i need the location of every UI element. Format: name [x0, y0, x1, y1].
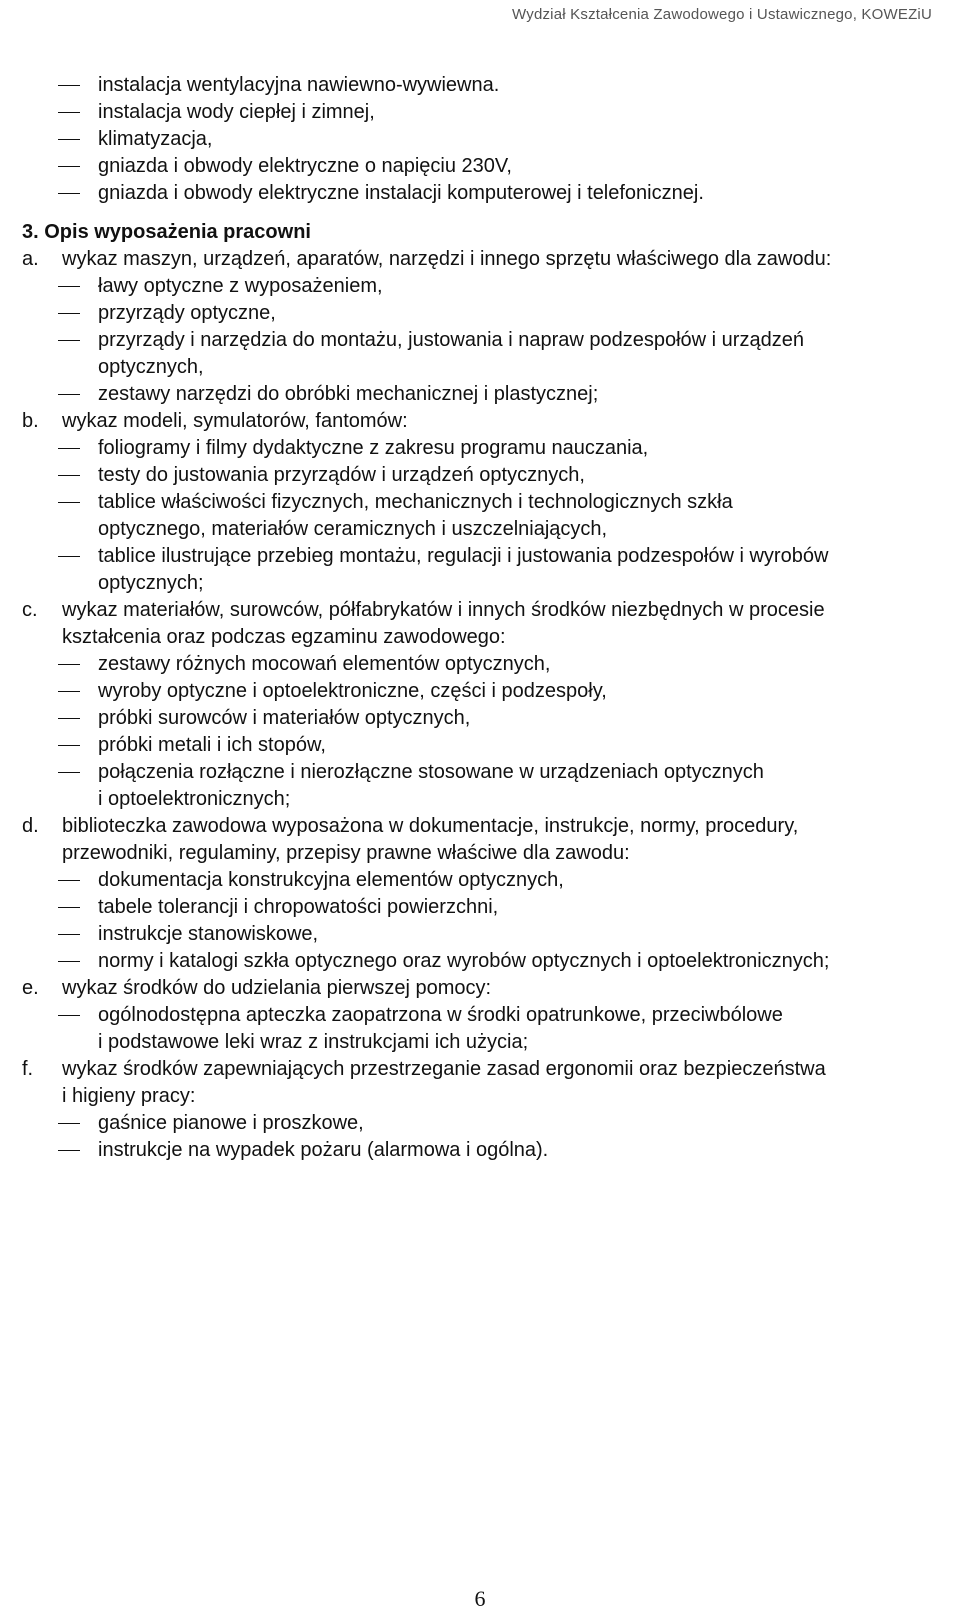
section-item: [0, 813, 960, 867]
list-item: [0, 1110, 960, 1137]
list-item-text: tablice właściwości fizycznych, mechanicznych i technologicznych szkła: [98, 491, 733, 513]
list-item-text: instrukcje na wypadek pożaru (alarmowa i ogólna).: [98, 1139, 549, 1161]
list-item-text-continued: i podstawowe leki wraz z instrukcjami ich użycia;: [98, 1031, 529, 1053]
list-item: [0, 759, 960, 813]
list-item-text: próbki metali i ich stopów,: [98, 734, 326, 756]
list-item: [0, 327, 960, 381]
document-body: [0, 72, 960, 1164]
dash-bullet-icon: [58, 1123, 80, 1124]
list-item-text: ławy optyczne z wyposażeniem,: [98, 275, 383, 297]
list-item: [0, 705, 960, 732]
section-letter: a.: [22, 248, 39, 270]
list-item: [0, 1137, 960, 1164]
section-item: [0, 1056, 960, 1110]
dash-bullet-icon: [58, 193, 80, 194]
dash-bullet-icon: [58, 475, 80, 476]
section-item: [0, 975, 960, 1002]
list-item-text: gniazda i obwody elektryczne o napięciu 230V,: [98, 155, 512, 177]
section-letter: f.: [22, 1058, 34, 1080]
list-item: [0, 300, 960, 327]
list-item-text: ogólnodostępna apteczka zaopatrzona w środki opatrunkowe, przeciwbólowe: [98, 1004, 783, 1026]
list-item: [0, 948, 960, 975]
dash-bullet-icon: [58, 340, 80, 341]
section-heading: 3. Opis wyposażenia pracowni: [22, 221, 311, 243]
list-item: [0, 153, 960, 180]
list-item: [0, 867, 960, 894]
section-text: przewodniki, regulaminy, przepisy prawne właściwe dla zawodu:: [62, 842, 630, 864]
section-text: wykaz środków zapewniających przestrzeganie zasad ergonomii oraz bezpieczeństwa: [62, 1058, 826, 1080]
dash-bullet-icon: [58, 394, 80, 395]
dash-bullet-icon: [58, 718, 80, 719]
list-item: [0, 489, 960, 543]
list-item: [0, 381, 960, 408]
list-item: [0, 894, 960, 921]
list-item-text: połączenia rozłączne i nierozłączne stosowane w urządzeniach optycznych: [98, 761, 764, 783]
section-text: wykaz materiałów, surowców, półfabrykatów i innych środków niezbędnych w procesie: [62, 599, 825, 621]
list-item: [0, 273, 960, 300]
list-item-text: instalacja wody ciepłej i zimnej,: [98, 101, 375, 123]
list-item-text-continued: optycznych;: [98, 572, 204, 594]
dash-bullet-icon: [58, 934, 80, 935]
list-item: [0, 543, 960, 597]
dash-bullet-icon: [58, 745, 80, 746]
dash-bullet-icon: [58, 286, 80, 287]
list-item-text: zestawy różnych mocowań elementów optycznych,: [98, 653, 551, 675]
list-item-text: instrukcje stanowiskowe,: [98, 923, 319, 945]
dash-bullet-icon: [58, 664, 80, 665]
list-item: [0, 732, 960, 759]
section-text: i higieny pracy:: [62, 1085, 196, 1107]
dash-bullet-icon: [58, 448, 80, 449]
list-item-text: instalacja wentylacyjna nawiewno-wywiewna.: [98, 74, 500, 96]
list-item-text: zestawy narzędzi do obróbki mechanicznej i plastycznej;: [98, 383, 599, 405]
list-item-text: gniazda i obwody elektryczne instalacji komputerowej i telefonicznej.: [98, 182, 704, 204]
list-item-text: próbki surowców i materiałów optycznych,: [98, 707, 471, 729]
dash-bullet-icon: [58, 502, 80, 503]
section-text: biblioteczka zawodowa wyposażona w dokumentacje, instrukcje, normy, procedury,: [62, 815, 799, 837]
dash-bullet-icon: [58, 139, 80, 140]
section-letter: c.: [22, 599, 38, 621]
list-item-text: klimatyzacja,: [98, 128, 213, 150]
section-letter: e.: [22, 977, 39, 999]
list-item: [0, 126, 960, 153]
dash-bullet-icon: [58, 772, 80, 773]
dash-bullet-icon: [58, 556, 80, 557]
list-item-text: foliogramy i filmy dydaktyczne z zakresu programu nauczania,: [98, 437, 649, 459]
list-item: [0, 180, 960, 207]
section-item: [0, 246, 960, 273]
dash-bullet-icon: [58, 85, 80, 86]
list-item: [0, 72, 960, 99]
section-item: [0, 597, 960, 651]
section-letter: b.: [22, 410, 39, 432]
list-item-text-continued: optycznego, materiałów ceramicznych i uszczelniających,: [98, 518, 608, 540]
list-item-text: tablice ilustrujące przebieg montażu, regulacji i justowania podzespołów i wyrobów: [98, 545, 829, 567]
list-item-text: przyrządy optyczne,: [98, 302, 276, 324]
list-item: [0, 678, 960, 705]
dash-bullet-icon: [58, 691, 80, 692]
section-text: kształcenia oraz podczas egzaminu zawodowego:: [62, 626, 506, 648]
list-item-text: tabele tolerancji i chropowatości powierzchni,: [98, 896, 499, 918]
section-text: wykaz środków do udzielania pierwszej pomocy:: [62, 977, 492, 999]
dash-bullet-icon: [58, 166, 80, 167]
dash-bullet-icon: [58, 880, 80, 881]
dash-bullet-icon: [58, 1150, 80, 1151]
list-item: [0, 99, 960, 126]
dash-bullet-icon: [58, 1015, 80, 1016]
dash-bullet-icon: [58, 907, 80, 908]
list-item: [0, 921, 960, 948]
list-item: [0, 1002, 960, 1056]
dash-bullet-icon: [58, 112, 80, 113]
page-header: Wydział Kształcenia Zawodowego i Ustawicznego, KOWEZiU: [512, 6, 932, 23]
list-item-text: dokumentacja konstrukcyjna elementów optycznych,: [98, 869, 564, 891]
section-text: wykaz maszyn, urządzeń, aparatów, narzędzi i innego sprzętu właściwego dla zawodu:: [62, 248, 832, 270]
section-letter: d.: [22, 815, 39, 837]
list-item: [0, 435, 960, 462]
list-item: [0, 651, 960, 678]
dash-bullet-icon: [58, 961, 80, 962]
section-item: [0, 408, 960, 435]
list-item-text: wyroby optyczne i optoelektroniczne, części i podzespoły,: [98, 680, 607, 702]
section-text: wykaz modeli, symulatorów, fantomów:: [62, 410, 408, 432]
list-item: [0, 462, 960, 489]
list-item-text: gaśnice pianowe i proszkowe,: [98, 1112, 364, 1134]
list-item-text: testy do justowania przyrządów i urządzeń optycznych,: [98, 464, 585, 486]
list-item-text-continued: i optoelektronicznych;: [98, 788, 291, 810]
list-item-text: normy i katalogi szkła optycznego oraz wyrobów optycznych i optoelektronicznych;: [98, 950, 830, 972]
list-item-text-continued: optycznych,: [98, 356, 204, 378]
page-number: 6: [474, 1586, 486, 1611]
list-item-text: przyrządy i narzędzia do montażu, justowania i napraw podzespołów i urządzeń: [98, 329, 804, 351]
dash-bullet-icon: [58, 313, 80, 314]
